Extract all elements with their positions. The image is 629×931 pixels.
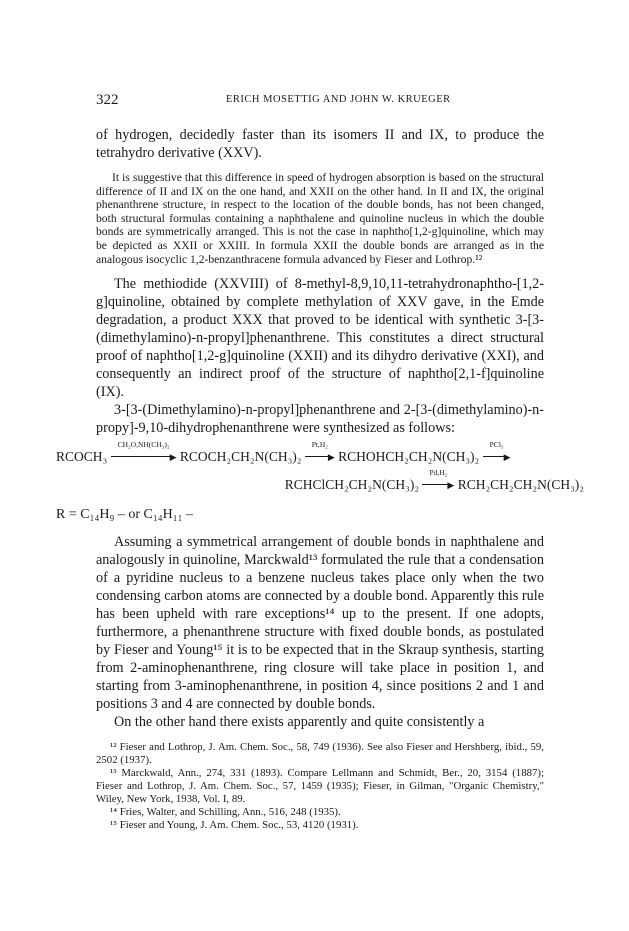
paragraph-5: Assuming a symmetrical arrangement of double bonds in naphthalene and analogously in quinoline, Marckwald¹³ formulated the rule that a condensation of a pyridine nucleus to a benzene nucleus takes place only when the two condensing carbon atoms are connected by a double bond. Apparently this rule has been upheld with rare exceptions¹⁴ up to the present. If one adopts, furthermore, a phenanthrene structure with fixed double bonds, as postulated by Fieser and Young¹⁵ it is to be expected that in the Skraup synthesis, starting from 2-aminophenanthrene, ring closure will take place in position 1, and starting from 3-aminophenanthrene, in position 4, since positions 2 and 1 and positions 3 and 4 are connected by double bonds. xyxy=(96,534,544,713)
footnotes xyxy=(96,741,544,832)
scheme-row-1 xyxy=(56,440,584,473)
reaction-arrow-3 xyxy=(483,440,511,465)
reactant-rcoch3: RCOCH₃ xyxy=(56,449,108,465)
reaction-arrow-4 xyxy=(422,468,455,493)
arrow-head-icon: ▶ xyxy=(327,452,335,463)
arrow-2-label: Pt,H₂ xyxy=(311,440,328,450)
running-head: ERICH MOSETTIG AND JOHN W. KRUEGER xyxy=(226,94,451,105)
footnote-12: ¹² Fieser and Lothrop, J. Am. Chem. Soc., 58, 749 (1936). See also Fieser and Hershberg, ibid., 59, 2502 (1937). xyxy=(96,741,544,767)
page-header xyxy=(96,92,544,112)
paragraph-1: of hydrogen, decidedly faster than its isomers II and IX, to produce the tetrahydro derivative (XXV). xyxy=(96,127,544,161)
arrow-3-label: PCl₅ xyxy=(489,440,504,450)
reaction-arrow-2 xyxy=(305,440,335,465)
small-print-paragraph: It is suggestive that this difference in speed of hydrogen absorption is based on the structural difference of II and IX on the one hand, and XXII on the other hand. In II and IX, the original phenanthrene structure, in respect to the location of the double bonds, has not been changed, both structural formulas containing a naphthalene and quinoline nucleus in which the double bonds are symmetrically arranged. This is not the case in naphtho[1,2-g]quinoline, which may be depicted as XXII or XXIII. In formula XXII the double bonds are arranged as in the analogous isocyclic 1,2-benzanthracene formula advanced by Fieser and Lothrop.¹² xyxy=(96,171,544,266)
intermediate-ketone: RCOCH₂CH₂N(CH₃)₂ xyxy=(179,449,302,465)
scheme-row-2 xyxy=(56,468,584,501)
intermediate-alcohol: RCHOHCH₂CH₂N(CH₃)₂ xyxy=(338,449,480,465)
page-number: 322 xyxy=(96,92,119,108)
intermediate-chloride: RCHClCH₂CH₂N(CH₃)₂ xyxy=(284,477,420,493)
paragraph-6: On the other hand there exists apparently and quite consistently a xyxy=(114,714,485,731)
arrow-head-icon: ▶ xyxy=(503,452,511,463)
reaction-arrow-1 xyxy=(111,440,177,465)
final-amine: RCH₂CH₂CH₂N(CH₃)₂ xyxy=(457,477,584,493)
arrow-head-icon: ▶ xyxy=(447,480,455,491)
paragraph-4: 3-[3-(Dimethylamino)-n-propyl]phenanthrene and 2-[3-(dimethylamino)-n-propy]-9,10-dihydrophenanthrene were synthesized as follows: xyxy=(96,402,544,437)
r-definition: R = C₁₄H₉ – or C₁₄H₁₁ – xyxy=(56,507,193,523)
footnote-15: ¹⁵ Fieser and Young, J. Am. Chem. Soc., 53, 4120 (1931). xyxy=(110,819,359,832)
reaction-scheme xyxy=(56,440,584,523)
paragraph-3: The methiodide (XXVIII) of 8-methyl-8,9,10,11-tetrahydronaphtho-[1,2-g]quinoline, obtained by complete methylation of XXV gave, in the Emde degradation, a product XXX that proved to be identical with synthetic 3-[3-(dimethylamino)-n-propyl]phenanthrene. This constitutes a direct structural proof of naphtho[1,2-g]quinoline (XXII) and its dihydro derivative (XXI), and consequently an indirect proof of the structure of naphtho[2,1-f]quinoline (IX). xyxy=(96,276,544,401)
footnote-13: ¹³ Marckwald, Ann., 274, 331 (1893). Compare Lellmann and Schmidt, Ber., 20, 3154 (1887); Fieser and Lothrop, J. Am. Chem. Soc., 57, 1459 (1935); Fieser, in Gilman, "Organic Chemistry," Wiley, New York, 1938, Vol. I, 89. xyxy=(96,767,544,806)
arrow-head-icon: ▶ xyxy=(169,452,177,463)
document-page xyxy=(56,92,584,832)
arrow-1-label: CH₂O,NH(CH₃)₂ xyxy=(117,440,170,450)
footnote-14: ¹⁴ Fries, Walter, and Schilling, Ann., 516, 248 (1935). xyxy=(110,806,341,819)
arrow-4-label: Pd,H₂ xyxy=(429,468,448,478)
